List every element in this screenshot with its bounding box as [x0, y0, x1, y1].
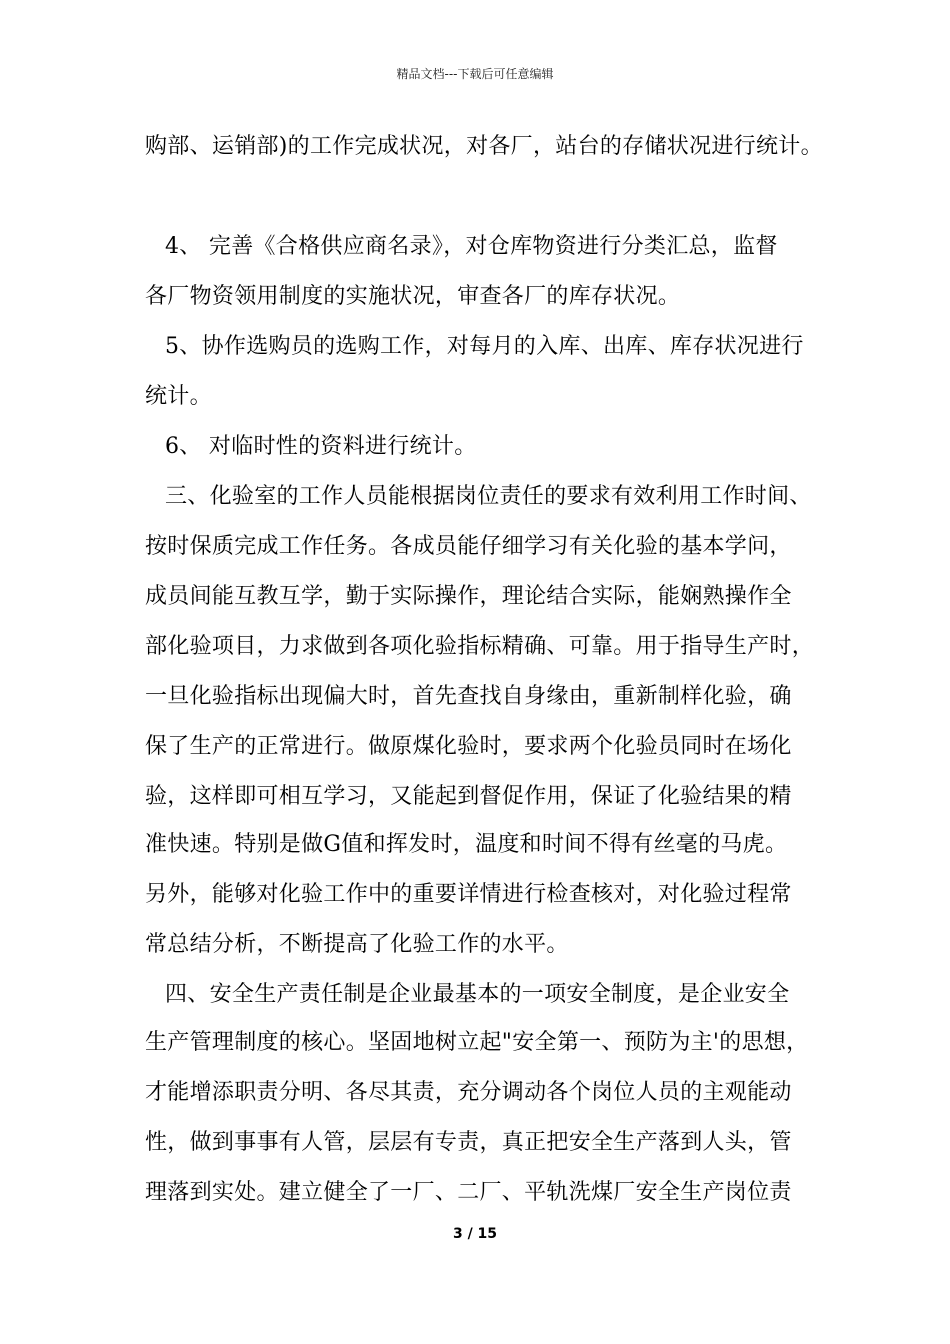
page-header: 精品文档---下载后可任意编辑	[396, 67, 554, 81]
text-line: 购部、运销部)的工作完成状况，对各厂，站台的存储状况进行统计。	[145, 134, 823, 159]
text-line: 三、化验室的工作人员能根据岗位责任的要求有效利用工作时间、	[165, 484, 812, 509]
text-line: 各厂物资领用制度的实施状况，审查各厂的库存状况。	[145, 284, 681, 309]
text-line: 四、安全生产责任制是企业最基本的一项安全制度，是企业安全	[165, 982, 790, 1007]
text-line: 按时保质完成工作任务。各成员能仔细学习有关化验的基本学问，	[145, 534, 792, 559]
page-number: 3 / 15	[452, 1226, 498, 1242]
text-line: 6、 对临时性的资料进行统计。	[165, 434, 477, 459]
text-line: 4、 完善《合格供应商名录》，对仓库物资进行分类汇总，监督	[165, 234, 778, 259]
text-line: 5、协作选购员的选购工作，对每月的入库、出库、库存状况进行	[165, 334, 804, 359]
text-line: 一旦化验指标出现偏大时，首先查找自身缘由，重新制样化验，确	[145, 684, 792, 709]
text-line: 性，做到事事有人管，层层有专责，真正把安全生产落到人头，管	[145, 1130, 792, 1155]
text-line: 另外，能够对化验工作中的重要详情进行检查核对，对化验过程常	[145, 882, 792, 907]
text-line: 生产管理制度的核心。坚固地树立起"安全第一、预防为主'的思想，	[145, 1030, 809, 1055]
text-line: 常总结分析，不断提高了化验工作的水平。	[145, 932, 569, 957]
text-line: 验，这样即可相互学习，又能起到督促作用，保证了化验结果的精	[145, 784, 792, 809]
text-line: 统计。	[145, 384, 212, 409]
text-line: 保了生产的正常进行。做原煤化验时，要求两个化验员同时在场化	[145, 734, 792, 759]
text-line: 部化验项目，力求做到各项化验指标精确、可靠。用于指导生产时，	[145, 634, 815, 659]
text-line: 准快速。特别是做G值和挥发时，温度和时间不得有丝毫的马虎。	[145, 832, 788, 857]
text-line: 才能增添职责分明、各尽其责，充分调动各个岗位人员的主观能动	[145, 1080, 792, 1105]
text-line: 成员间能互教互学，勤于实际操作，理论结合实际，能娴熟操作全	[145, 584, 792, 609]
text-line: 理落到实处。建立健全了一厂、二厂、平轨洗煤厂安全生产岗位责	[145, 1180, 792, 1205]
